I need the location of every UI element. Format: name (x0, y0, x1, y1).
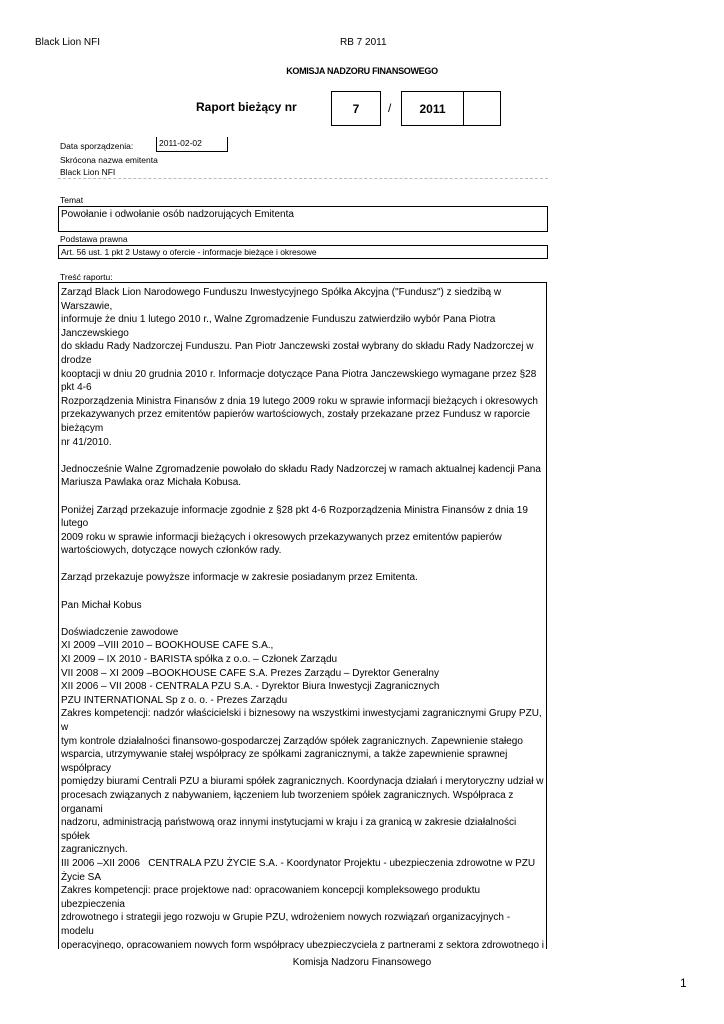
content-line: Doświadczenie zawodowe (61, 626, 179, 638)
report-number: 7 (331, 91, 381, 126)
content-line: Zakres kompetencji: nadzór właścicielski i biznesowy na wszystkimi inwestycjami zagranicznymi Grupy PZU, w (61, 708, 545, 733)
report-extra-box (463, 91, 501, 126)
blank-line (61, 449, 544, 463)
subject-value: Powołanie i odwołanie osób nadzorujących Emitenta (58, 206, 548, 232)
content-line: do składu Rady Nadzorczej Funduszu. Pan Piotr Janczewski został wybrany do składu Rady Nadzorczej w drodze (61, 341, 537, 366)
content-line: wsparcia, utrzymywanie stałej współpracy ze spółkami zagranicznymi, a także zapewnienie sprawnej współpracy (61, 749, 511, 774)
header-report-id: RB 7 2011 (340, 37, 387, 48)
header-company: Black Lion NFI (35, 37, 101, 48)
content-line: Pan Michał Kobus (61, 599, 142, 611)
content-line: Poniżej Zarząd przekazuje informacje zgodnie z §28 pkt 4-6 Rozporządzenia Ministra Finansów z dnia 19 lutego (61, 504, 531, 530)
content-line: 2009 roku w sprawie informacji bieżących i okresowych przekazywanych przez emitentów papierów (61, 531, 502, 543)
issuer-label: Skrócona nazwa emitenta (60, 155, 158, 165)
content-line: tym kontrole działalności finansowo-gospodarczej Zarządów spółek zagranicznych. Zapewnienie stałego (61, 735, 523, 747)
content-line: przekazywanych przez emitentów papierów wartościowych, zostały przekazane przez Fundusz w raporcie bieżącym (61, 409, 533, 434)
date-label: Data sporządzenia: (60, 141, 134, 151)
content-line: Zakres kompetencji: prace projektowe nad: opracowaniem koncepcji kompleksowego produktu ubezpieczenia (61, 885, 483, 910)
content-line: Zarząd Black Lion Narodowego Funduszu Inwestycyjnego Spółka Akcyjna ("Fundusz") z siedzibą w Warszawie, (61, 287, 504, 312)
page-number: 1 (680, 976, 687, 990)
issuer-value: Black Lion NFI (60, 167, 116, 177)
content-line: zdrowotnego i strategii jego rozwoju w Grupie PZU, wdrożeniem nowych rozwiązań organizacyjnych - modelu (61, 912, 516, 937)
content-line: procesach związanych z nabywaniem, łączeniem lub tworzeniem spółek zagranicznych. Współpraca z organami (61, 789, 517, 815)
content-line: operacyjnego, opracowaniem nowych form współpracy ubezpieczyciela z partnerami z sektora zdrowotnego i (61, 939, 545, 949)
content-line: nadzoru, administracją państwową oraz innymi instytucjami w kraju i za granicą w zakresie działalności spółek (61, 817, 519, 842)
legal-basis-value: Art. 56 ust. 1 pkt 2 Ustawy o ofercie - informacje bieżące i okresowe (58, 245, 548, 259)
content-line: III 2006 –XII 2006 CENTRALA PZU ŻYCIE S.A. - Koordynator Projektu - ubezpieczenia zdrowotne w PZU Życie SA (61, 857, 538, 883)
blank-line (61, 612, 544, 626)
subject-label: Temat (60, 195, 84, 205)
content-line: Rozporządzenia Ministra Finansów z dnia 19 lutego 2009 roku w sprawie informacji bieżących i okresowych (61, 395, 538, 407)
blank-line (61, 490, 544, 504)
content-line: Jednocześnie Walne Zgromadzenie powołało do składu Rady Nadzorczej w ramach aktualnej kadencji Pana (61, 463, 541, 475)
content-line: XII 2006 – VII 2008 - CENTRALA PZU S.A. - Dyrektor Biura Inwestycji Zagranicznych (61, 681, 440, 693)
content-line: XI 2009 –VIII 2010 – BOOKHOUSE CAFE S.A., (61, 640, 274, 652)
content-line: Mariusza Pawlaka oraz Michała Kobusa. (61, 477, 242, 489)
content-line: pomiędzy biurami Centrali PZU a biurami spółek zagranicznych. Koordynacja działań i merytoryczny udział w (61, 776, 544, 788)
legal-basis-label: Podstawa prawna (60, 234, 128, 244)
footer-text: Komisja Nadzoru Finansowego (292, 957, 432, 968)
content-line: PZU INTERNATIONAL Sp z o. o. - Prezes Zarządu (61, 694, 288, 706)
content-line: kooptacji w dniu 20 grudnia 2010 r. Informacje dotyczące Pana Piotra Janczewskiego wymagane przez §28 pkt 4-6 (61, 368, 540, 394)
content-line: Zarząd przekazuje powyższe informacje w zakresie posiadanym przez Emitenta. (61, 572, 418, 584)
report-label: Raport bieżący nr (196, 100, 297, 114)
content-label: Treść raportu: (60, 272, 113, 282)
content-line: XI 2009 – IX 2010 - BARISTA spółka z o.o. – Członek Zarządu (61, 654, 338, 666)
content-line: nr 41/2010. (61, 436, 112, 448)
blank-line (61, 558, 544, 572)
report-year: 2011 (401, 91, 464, 126)
content-line: wartościowych, dotyczące nowych członków rady. (61, 545, 282, 557)
issuer-divider (58, 178, 548, 179)
content-line: informuje że dniu 1 lutego 2010 r., Walne Zgromadzenie Funduszu zatwierdziło wybór Pana Piotra Janczewskiego (61, 314, 499, 339)
content-line: zagranicznych. (61, 844, 128, 856)
report-separator: / (388, 101, 392, 115)
blank-line (61, 585, 544, 599)
commission-title: KOMISJA NADZORU FINANSOWEGO (286, 66, 438, 76)
content-line: VII 2008 – XI 2009 –BOOKHOUSE CAFE S.A. Prezes Zarządu – Dyrektor Generalny (61, 667, 439, 679)
report-content (58, 282, 547, 949)
date-value: 2011-02-02 (156, 137, 228, 152)
